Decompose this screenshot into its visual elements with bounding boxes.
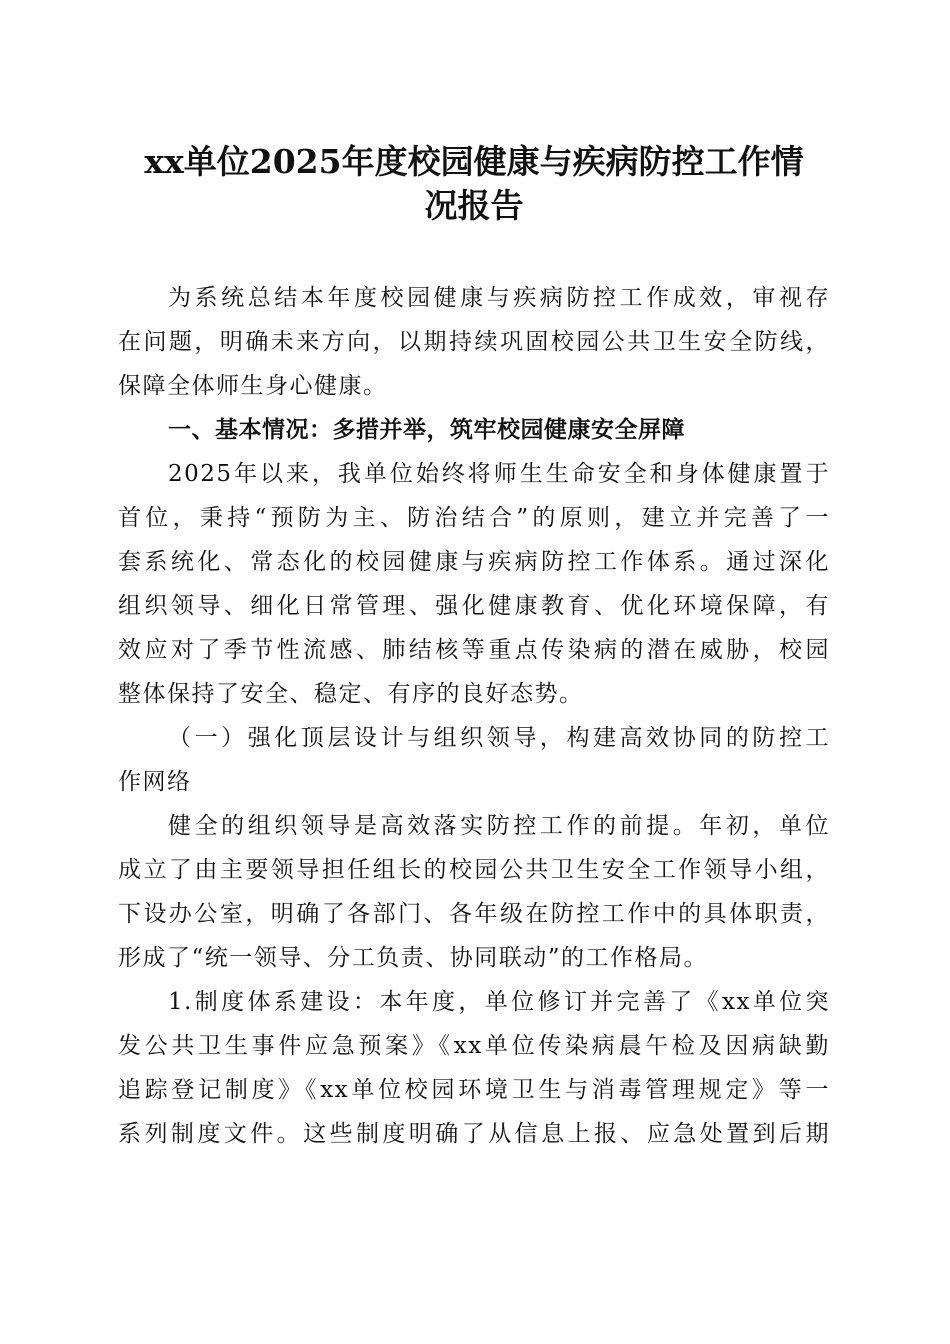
subsection-heading-line: （一）强化顶层设计与组织领导，构建高效协同的防控工 [168, 725, 830, 751]
document-title-line-1: xx单位2025年度校园健康与疾病防控工作情 [144, 142, 804, 181]
paragraph-line: 整体保持了安全、稳定、有序的良好态势。 [118, 681, 584, 707]
paragraph-line: 效应对了季节性流感、肺结核等重点传染病的潜在威胁，校园 [118, 637, 830, 663]
paragraph-line: 下设办公室，明确了各部门、各年级在防控工作中的具体职责， [118, 901, 830, 927]
paragraph-line: 发公共卫生事件应急预案》《xx单位传染病晨午检及因病缺勤 [118, 1033, 830, 1059]
intro-paragraph [118, 276, 830, 408]
section-heading-text: 一、基本情况：多措并举，筑牢校园健康安全屏障 [168, 417, 685, 443]
paragraph-line: 健全的组织领导是高效落实防控工作的前提。年初，单位 [168, 813, 830, 839]
subsection-heading-1 [118, 716, 830, 804]
paragraph-line: 首位，秉持“预防为主、防治结合”的原则，建立并完善了一 [118, 505, 830, 531]
paragraph-line: 形成了“统一领导、分工负责、协同联动”的工作格局。 [118, 945, 709, 971]
paragraph-line: 系列制度文件。这些制度明确了从信息上报、应急处置到后期 [118, 1121, 830, 1147]
paragraph-line: 在问题，明确未来方向，以期持续巩固校园公共卫生安全防线， [118, 329, 830, 355]
paragraph-line: 成立了由主要领导担任组长的校园公共卫生安全工作领导小组， [118, 857, 830, 883]
paragraph-line: 为系统总结本年度校园健康与疾病防控工作成效，审视存 [168, 285, 830, 311]
subsection-heading-line: 作网络 [118, 769, 192, 795]
paragraph-line: 追踪登记制度》《xx单位校园环境卫生与消毒管理规定》等一 [118, 1077, 830, 1103]
item-1-paragraph [118, 980, 830, 1156]
paragraph-line: 保障全体师生身心健康。 [118, 373, 388, 399]
paragraph-line: 套系统化、常态化的校园健康与疾病防控工作体系。通过深化 [118, 549, 830, 575]
paragraph-line: 2025年以来，我单位始终将师生生命安全和身体健康置于 [168, 461, 830, 487]
paragraph-line: 1.制度体系建设：本年度，单位修订并完善了《xx单位突 [168, 989, 830, 1015]
organization-paragraph [118, 804, 830, 980]
document-title-line-2: 况报告 [424, 186, 524, 225]
section-heading-1 [118, 408, 830, 452]
basic-situation-paragraph [118, 452, 830, 716]
paragraph-line: 组织领导、细化日常管理、强化健康教育、优化环境保障，有 [118, 593, 830, 619]
